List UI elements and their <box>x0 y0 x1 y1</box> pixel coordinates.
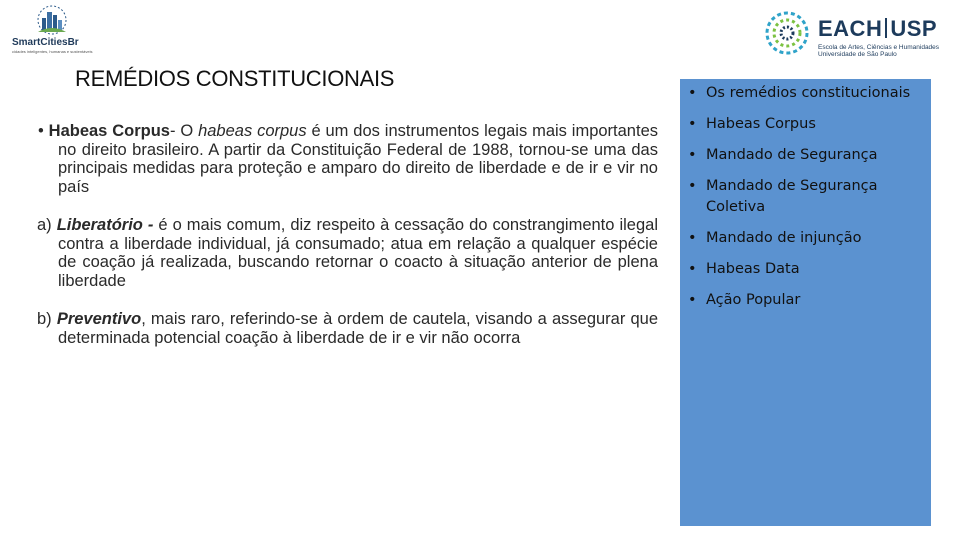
each-name: EACH <box>818 16 883 41</box>
each-usp-wordmark <box>818 16 937 42</box>
main-content <box>38 122 658 367</box>
paragraph-liberatorio <box>37 216 658 290</box>
each-subtitle <box>818 44 939 58</box>
habeas-italic: habeas corpus <box>198 122 307 140</box>
term-liberatorio: Liberatório - <box>56 216 154 234</box>
list-item: • Mandado de Segurança <box>688 145 931 166</box>
term-habeas-corpus: Habeas Corpus <box>48 122 170 140</box>
habeas-text: é um dos instrumentos legais mais importantes no direito brasileiro. A partir da Constituição Federal de 1988, tornou-se uma das principais medidas para proteção e amparo do direito de liberdade e de ir e vir no país <box>58 122 658 196</box>
paragraph-preventivo <box>37 310 658 347</box>
list-item: • Mandado de injunção <box>688 228 931 249</box>
list-item: • Os remédios constitucionais <box>688 83 931 104</box>
usp-name: USP <box>890 16 938 41</box>
list-item: • Ação Popular <box>688 290 931 311</box>
liberatorio-text: é o mais comum, diz respeito à cessação do constrangimento ilegal contra a liberdade individual, já consumado; atua em relação a qualquer espécie de coação já realizada, buscando retornar o coacto à situação anterior de plena liberdade <box>58 216 658 290</box>
paragraph-habeas-corpus <box>38 122 658 196</box>
each-usp-logo <box>762 8 942 64</box>
list-item: • Habeas Data <box>688 259 931 280</box>
smartcitiesbr-logo <box>8 4 98 54</box>
each-subtitle-line1: Escola de Artes, Ciências e Humanidades <box>818 44 940 51</box>
each-subtitle-line2: Universidade de São Paulo <box>818 51 897 58</box>
brand-name: SmartCitiesBr <box>12 37 79 48</box>
bullet: • <box>38 122 44 140</box>
each-ring-icon <box>762 8 812 58</box>
city-skyline-icon <box>30 4 74 38</box>
remedies-list <box>680 79 931 311</box>
term-preventivo: Preventivo <box>56 310 142 328</box>
brand-tagline: cidades inteligentes, humanas e sustentáveis <box>12 49 93 54</box>
preventivo-text: , mais raro, referindo-se à ordem de cautela, visando a assegurar que determinada potencial coação à liberdade de ir e vir não ocorra <box>58 310 659 347</box>
remedies-panel <box>680 79 931 526</box>
list-item: • Habeas Corpus <box>688 114 931 135</box>
prefix-b: b) <box>37 310 57 328</box>
prefix-a: a) <box>37 216 57 234</box>
habeas-dash: - O <box>169 122 199 140</box>
wordmark-divider <box>885 18 887 38</box>
slide-title: REMÉDIOS CONSTITUCIONAIS <box>75 66 395 91</box>
list-item: • Mandado de Segurança Coletiva <box>688 176 931 218</box>
